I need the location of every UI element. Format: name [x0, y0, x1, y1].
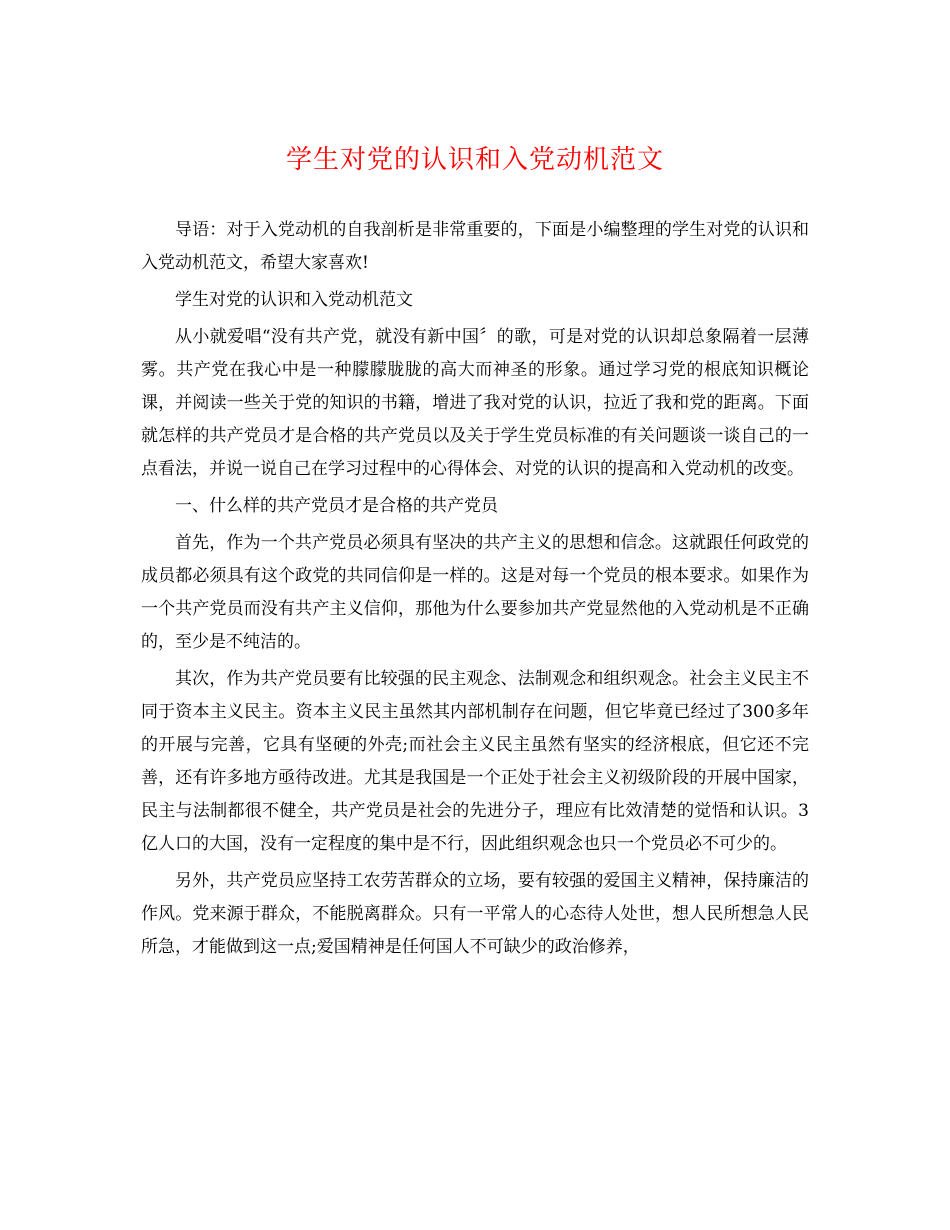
paragraph-additionally: 另外，共产党员应坚持工农劳苦群众的立场，要有较强的爱国主义精神，保持廉洁的作风。党来源于群众，不能脱离群众。只有一平常人的心态待人处世，想人民所想急人民所急，才能做到这一点;爱国精神是任何国人不可缺少的政治修养， — [141, 871, 809, 957]
document-title: 学生对党的认识和入党动机范文 — [285, 145, 664, 175]
section-heading-1: 一、什么样的共产党员才是合格的共产党员 — [175, 496, 498, 516]
paragraph-subtitle: 学生对党的认识和入党动机范文 — [175, 290, 413, 310]
document-body — [141, 214, 809, 968]
paragraph-first: 首先，作为一个共产党员必须具有坚决的共产主义的思想和信念。这就跟任何政党的成员都必须具有这个政党的共同信仰是一样的。这是对每一个党员的根本要求。如果作为一个共产党员而没有共产主义信仰，那他为什么要参加共产党显然他的入党动机是不正确的，至少是不纯洁的。 — [141, 533, 809, 652]
paragraph-second: 其次，作为共产党员要有比较强的民主观念、法制观念和组织观念。社会主义民主不同于资本主义民主。资本主义民主虽然其内部机制存在问题，但它毕竟已经过了300多年的开展与完善，它具有坚硬的外壳;而社会主义民主虽然有坚实的经济根底，但它还不完善，还有许多地方亟待改进。尤其是我国是一个正处于社会主义初级阶段的开展中国家，民主与法制都很不健全，共产党员是社会的先进分子，理应有比效清楚的觉悟和认识。3亿人口的大国，没有一定程度的集中是不行，因此组织观念也只一个党员必不可少的。 — [141, 669, 809, 854]
paragraph-background: 从小就爱唱“没有共产党，就没有新中国〞的歌，可是对党的认识却总象隔着一层薄雾。共产党在我心中是一种朦朦胧胧的高大而神圣的形象。通过学习党的根底知识概论课，并阅读一些关于党的知识的书籍，增进了我对党的认识，拉近了我和党的距离。下面就怎样的共产党员才是合格的共产党员以及关于学生党员标准的有关问题谈一谈自己的一点看法，并说一说自己在学习过程中的心得体会、对党的认识的提高和入党动机的改变。 — [141, 327, 809, 479]
paragraph-intro: 导语：对于入党动机的自我剖析是非常重要的，下面是小编整理的学生对党的认识和入党动机范文，希望大家喜欢! — [141, 220, 809, 273]
